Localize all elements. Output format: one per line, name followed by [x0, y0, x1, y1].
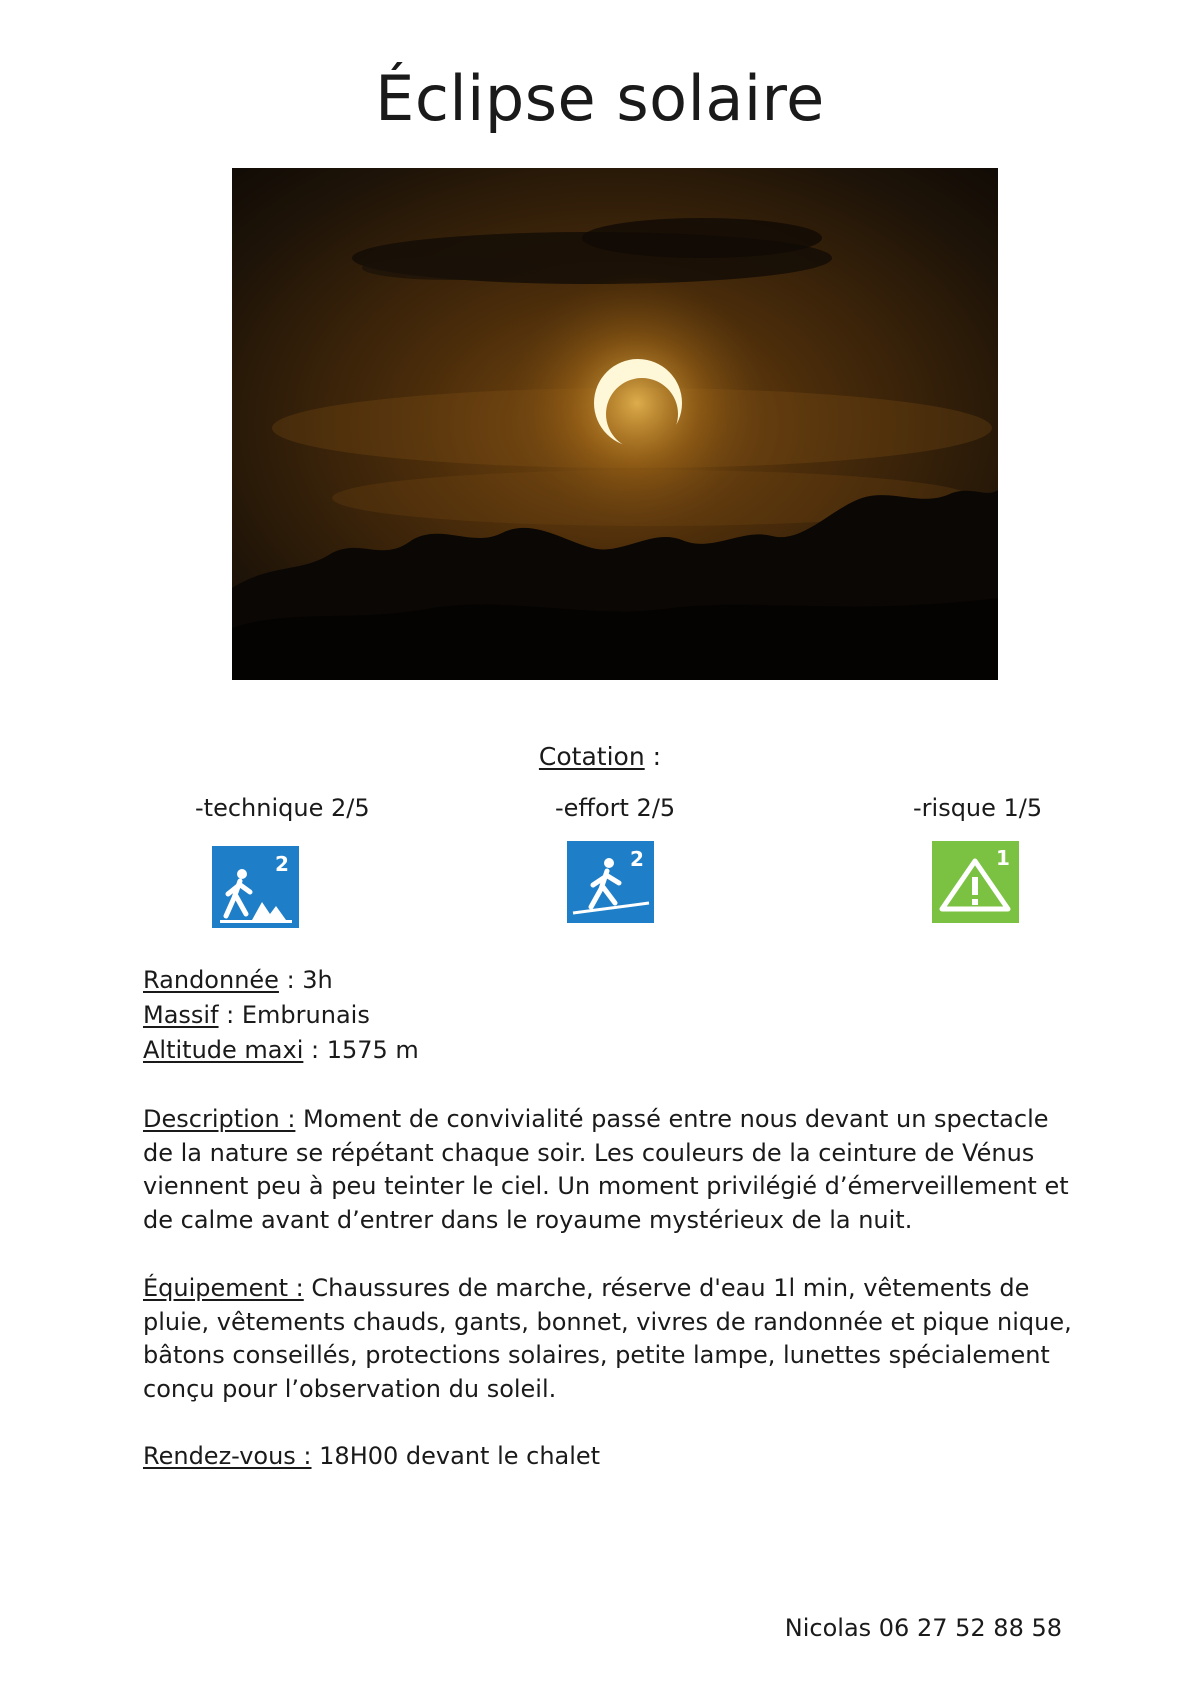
info-altitude	[143, 1033, 419, 1068]
info-massif-value: Embrunais	[241, 1001, 370, 1029]
hiker-slope-icon	[567, 841, 654, 923]
rendezvous-label: Rendez-vous :	[143, 1442, 312, 1470]
svg-text:2: 2	[630, 847, 644, 871]
info-massif	[143, 998, 370, 1033]
warning-triangle-icon	[932, 841, 1019, 923]
info-altitude-label: Altitude maxi	[143, 1036, 304, 1064]
rating-risque-label: -risque 1/5	[913, 794, 1043, 822]
svg-text:1: 1	[996, 846, 1010, 870]
info-randonnee	[143, 963, 333, 998]
equipement-text: Chaussures de marche, réserve d'eau 1l min, vêtements de pluie, vêtements chauds, gants, bonnet, vivres de randonnée et pique nique, bâtons conseillés, protections solaires, petite lampe, lunettes spécialement conçu pour l’observation du soleil.	[143, 1274, 1072, 1403]
info-randonnee-value: 3h	[302, 966, 333, 994]
contact-info: Nicolas 06 27 52 88 58	[784, 1614, 1062, 1642]
description-paragraph	[143, 1103, 1083, 1237]
rating-technique-label: -technique 2/5	[195, 794, 370, 822]
equipement-label: Équipement :	[143, 1274, 304, 1302]
cotation-label: Cotation	[538, 742, 645, 771]
rating-effort-label: -effort 2/5	[555, 794, 676, 822]
page-title: Éclipse solaire	[375, 62, 825, 135]
cotation-colon: :	[644, 742, 662, 771]
svg-text:2: 2	[275, 852, 289, 876]
equipement-paragraph	[143, 1272, 1083, 1406]
info-randonnee-label: Randonnée	[143, 966, 279, 994]
info-massif-label: Massif	[143, 1001, 219, 1029]
info-altitude-sep: :	[303, 1036, 327, 1064]
info-altitude-value: 1575 m	[326, 1036, 419, 1064]
info-randonnee-sep: :	[278, 966, 303, 994]
hiker-mountain-icon	[212, 846, 299, 928]
eclipse-photo	[232, 168, 998, 680]
cotation-heading	[0, 742, 1200, 771]
description-text: Moment de convivialité passé entre nous devant un spectacle de la nature se répétant chaque soir. Les couleurs de la ceinture de Vénus viennent peu à peu teinter le ciel. Un moment privilégié d’émerveillement et de calme avant d’entrer dans le royaume mystérieux de la nuit.	[143, 1105, 1069, 1234]
description-label: Description :	[143, 1105, 296, 1133]
rendezvous-text: 18H00 devant le chalet	[319, 1442, 601, 1470]
info-massif-sep: :	[218, 1001, 242, 1029]
rendezvous-paragraph	[143, 1440, 1083, 1474]
